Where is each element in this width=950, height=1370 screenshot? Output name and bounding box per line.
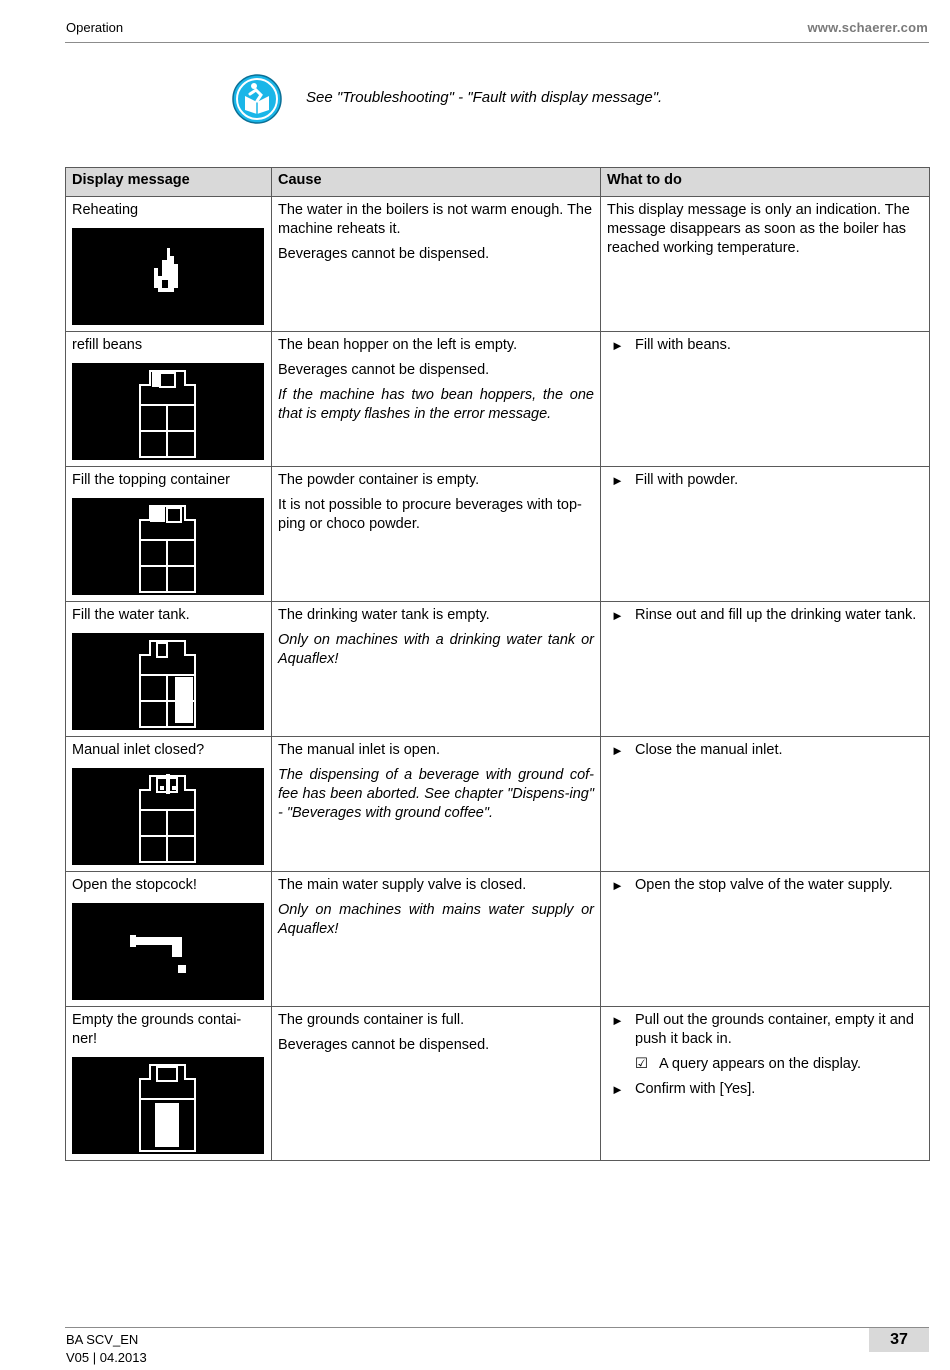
action-result: ☑ A query appears on the display. — [635, 1056, 862, 1072]
cause-text: The main water supply valve is closed. — [278, 877, 527, 893]
display-message-cell — [66, 467, 272, 602]
flame-icon — [72, 228, 264, 325]
table-header-row — [66, 168, 930, 197]
table-row — [66, 467, 930, 602]
what-to-do-cell — [601, 737, 930, 872]
grounds-container-icon — [72, 1057, 264, 1154]
action-step: ► Confirm with [Yes]. — [611, 1081, 756, 1097]
display-message-text: refill beans — [72, 337, 143, 353]
what-to-do-cell — [601, 602, 930, 737]
display-message-text: Open the stopcock! — [72, 877, 197, 893]
action-text: This display message is only an indication. The message disappears as soon as the boiler has reached working temperature. — [607, 202, 910, 256]
arrow-right-icon: ► — [611, 743, 624, 758]
checkbox-checked-icon: ☑ — [635, 1056, 648, 1072]
water-tap-icon — [72, 903, 264, 1000]
what-to-do-cell — [601, 872, 930, 1007]
column-header-what-to-do: What to do — [601, 168, 930, 197]
what-to-do-cell — [601, 467, 930, 602]
section-title: Operation — [66, 20, 124, 35]
arrow-right-icon: ► — [611, 608, 624, 623]
arrow-right-icon: ► — [611, 878, 624, 893]
what-to-do-cell — [601, 332, 930, 467]
cause-text: Beverages cannot be dispensed. — [278, 246, 490, 262]
display-screen — [72, 1057, 264, 1154]
cause-note: Only on machines with a drinking water tank or Aquaflex! — [278, 632, 594, 667]
cause-cell — [272, 872, 601, 1007]
display-message-text: Fill the water tank. — [72, 607, 190, 623]
website-link[interactable]: www.schaerer.com — [807, 20, 928, 35]
page-footer — [65, 1327, 929, 1370]
display-message-text: Manual inlet closed? — [72, 742, 205, 758]
cause-text: The manual inlet is open. — [278, 742, 441, 758]
display-message-cell — [66, 602, 272, 737]
arrow-right-icon: ► — [611, 338, 624, 353]
document-version: V05 | 04.2013 — [66, 1350, 147, 1365]
table-row — [66, 602, 930, 737]
page-number: 37 — [869, 1328, 929, 1352]
action-step: ► Fill with powder. — [611, 472, 739, 488]
column-header-cause: Cause — [272, 168, 601, 197]
display-screen — [72, 228, 264, 325]
display-message-cell — [66, 737, 272, 872]
cause-cell — [272, 197, 601, 332]
display-screen — [72, 363, 264, 460]
display-message-text: Empty the grounds contai-ner! — [72, 1012, 242, 1047]
cause-note: Only on machines with mains water supply or Aquaflex! — [278, 902, 594, 937]
table-row — [66, 1007, 930, 1161]
cause-text: Beverages cannot be dispensed. — [278, 1037, 490, 1053]
cause-cell — [272, 1007, 601, 1161]
arrow-right-icon: ► — [611, 1013, 624, 1028]
action-step: ► Fill with beans. — [611, 337, 731, 353]
powder-container-icon — [72, 498, 264, 595]
cause-text: The bean hopper on the left is empty. — [278, 337, 518, 353]
cause-note: If the machine has two bean hoppers, the one that is empty flashes in the error message. — [278, 387, 594, 422]
table-row — [66, 737, 930, 872]
arrow-right-icon: ► — [611, 1082, 624, 1097]
manual-reference-icon — [232, 74, 282, 124]
action-step: ► Rinse out and fill up the drinking water tank. — [611, 607, 917, 623]
display-screen — [72, 498, 264, 595]
action-step: ► Open the stop valve of the water supply. — [611, 877, 893, 893]
note-text: See "Troubleshooting" - "Fault with display message". — [306, 89, 663, 106]
what-to-do-cell — [601, 1007, 930, 1161]
display-screen — [72, 633, 264, 730]
page-header — [65, 0, 929, 43]
display-message-cell — [66, 332, 272, 467]
cause-text: It is not possible to procure beverages with top-ping or choco powder. — [278, 497, 582, 532]
display-message-cell — [66, 872, 272, 1007]
display-screen — [72, 768, 264, 865]
manual-inlet-icon — [72, 768, 264, 865]
cause-text: The powder container is empty. — [278, 472, 480, 488]
column-header-display-message: Display message — [66, 168, 272, 197]
display-message-text: Reheating — [72, 202, 139, 218]
action-step: ► Pull out the grounds container, empty it and push it back in. — [611, 1012, 914, 1047]
cross-reference-note — [232, 74, 872, 126]
display-message-text: Fill the topping container — [72, 472, 230, 488]
action-step: ► Close the manual inlet. — [611, 742, 783, 758]
cause-cell — [272, 332, 601, 467]
table-row — [66, 332, 930, 467]
display-screen — [72, 903, 264, 1000]
display-message-cell — [66, 197, 272, 332]
display-message-cell — [66, 1007, 272, 1161]
bean-hopper-icon — [72, 363, 264, 460]
what-to-do-cell — [601, 197, 930, 332]
cause-cell — [272, 467, 601, 602]
cause-text: The grounds container is full. — [278, 1012, 465, 1028]
table-row — [66, 872, 930, 1007]
document-code: BA SCV_EN — [66, 1332, 139, 1347]
arrow-right-icon: ► — [611, 473, 624, 488]
cause-text: The water in the boilers is not warm enough. The machine reheats it. — [278, 202, 593, 237]
fault-table — [65, 167, 930, 1161]
cause-text: Beverages cannot be dispensed. — [278, 362, 490, 378]
table-row — [66, 197, 930, 332]
cause-note: The dispensing of a beverage with ground cof-fee has been aborted. See chapter "Dispens-ing" - "Beverages with ground coffee". — [278, 767, 594, 821]
cause-cell — [272, 602, 601, 737]
cause-cell — [272, 737, 601, 872]
cause-text: The drinking water tank is empty. — [278, 607, 490, 623]
water-tank-icon — [72, 633, 264, 730]
